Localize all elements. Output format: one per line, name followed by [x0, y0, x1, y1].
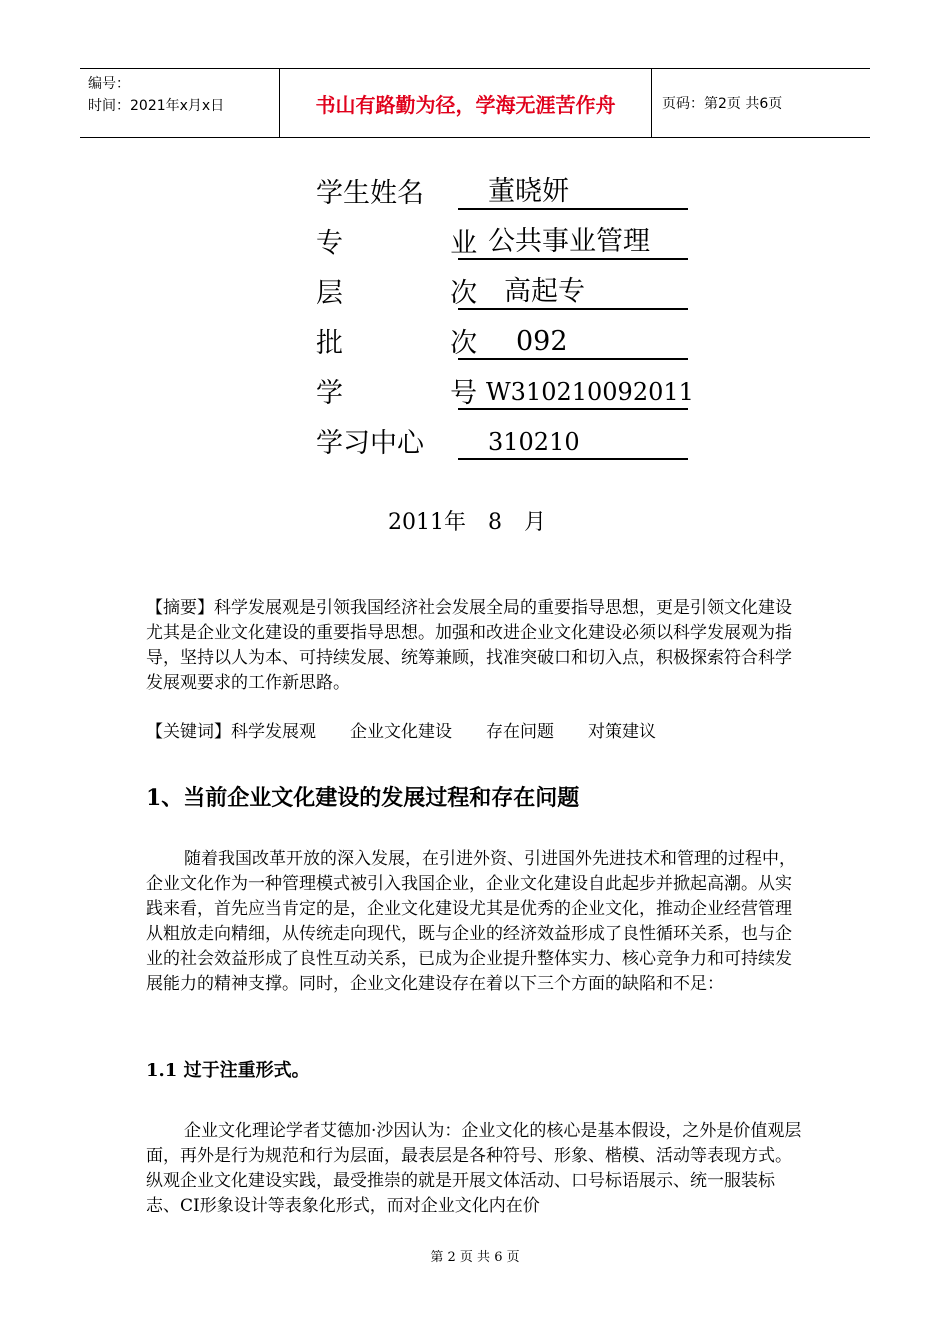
info-row-student-id [316, 360, 694, 410]
info-value: 高起专 [458, 276, 688, 310]
info-row-batch [316, 310, 688, 360]
page-header [80, 68, 870, 138]
page-code: 页码：第2页 共6页 [662, 96, 783, 112]
info-label: 专 业 [316, 228, 508, 259]
number-label: 编号： [88, 76, 130, 92]
info-value: 董晓妍 [458, 176, 688, 210]
keywords: 【关键词】科学发展观 企业文化建设 存在问题 对策建议 [146, 722, 656, 742]
page-footer: 第 2 页 共 6 页 [430, 1250, 520, 1265]
header-meta [80, 69, 280, 137]
info-label: 批 次 [316, 328, 508, 359]
info-label: 学生姓名 [316, 178, 424, 209]
info-value: 310210 [458, 426, 688, 460]
time-label: 时间：2021年x月x日 [88, 98, 225, 114]
abstract: 【摘要】科学发展观是引领我国经济社会发展全局的重要指导思想，更是引领文化建设尤其是企业文化建设的重要指导思想。加强和改进企业文化建设必须以科学发展观为指导，坚持以人为本、可持续发展、统筹兼顾，找准突破口和切入点，积极探索符合科学发展观要求的工作新思路。 [146, 598, 792, 693]
submission-date: 2011年 8 月 [388, 510, 546, 535]
info-value: 092 [458, 326, 688, 360]
section-1-1-paragraph: 企业文化理论学者艾德加·沙因认为：企业文化的核心是基本假设，之外是价值观层面，再外是行为规范和行为层面，最表层是各种符号、形象、楷模、活动等表现方式。纵观企业文化建设实践，最受推崇的就是开展文体活动、口号标语展示、统一服装标志、CI形象设计等表象化形式，而对企业文化内在价 [146, 1121, 802, 1216]
info-label: 学习中心 [316, 428, 424, 459]
header-motto: 书山有路勤为径，学海无涯苦作舟 [315, 92, 616, 117]
header-motto-cell [280, 69, 652, 137]
info-value: 公共事业管理 [458, 226, 688, 260]
info-row-level [316, 260, 688, 310]
student-info [316, 160, 694, 460]
section-1-title: 1、当前企业文化建设的发展过程和存在问题 [146, 785, 580, 811]
info-row-name [316, 160, 688, 210]
info-value: W310210092011 [458, 376, 688, 410]
info-label: 层 次 [316, 278, 508, 309]
info-row-center [316, 410, 688, 460]
info-row-major [316, 210, 688, 260]
section-1-1-title: 1.1 过于注重形式。 [146, 1060, 310, 1081]
info-label: 学 号 [316, 378, 508, 409]
section-1-paragraph: 随着我国改革开放的深入发展，在引进外资、引进国外先进技术和管理的过程中，企业文化作为一种管理模式被引入我国企业，企业文化建设自此起步并掀起高潮。从实践来看，首先应当肯定的是，企业文化建设尤其是优秀的企业文化，推动企业经营管理从粗放走向精细，从传统走向现代，既与企业的经济效益形成了良性循环关系，也与企业的社会效益形成了良性互动关系，已成为企业提升整体实力、核心竞争力和可持续发展能力的精神支撑。同时，企业文化建设存在着以下三个方面的缺陷和不足： [146, 849, 796, 994]
